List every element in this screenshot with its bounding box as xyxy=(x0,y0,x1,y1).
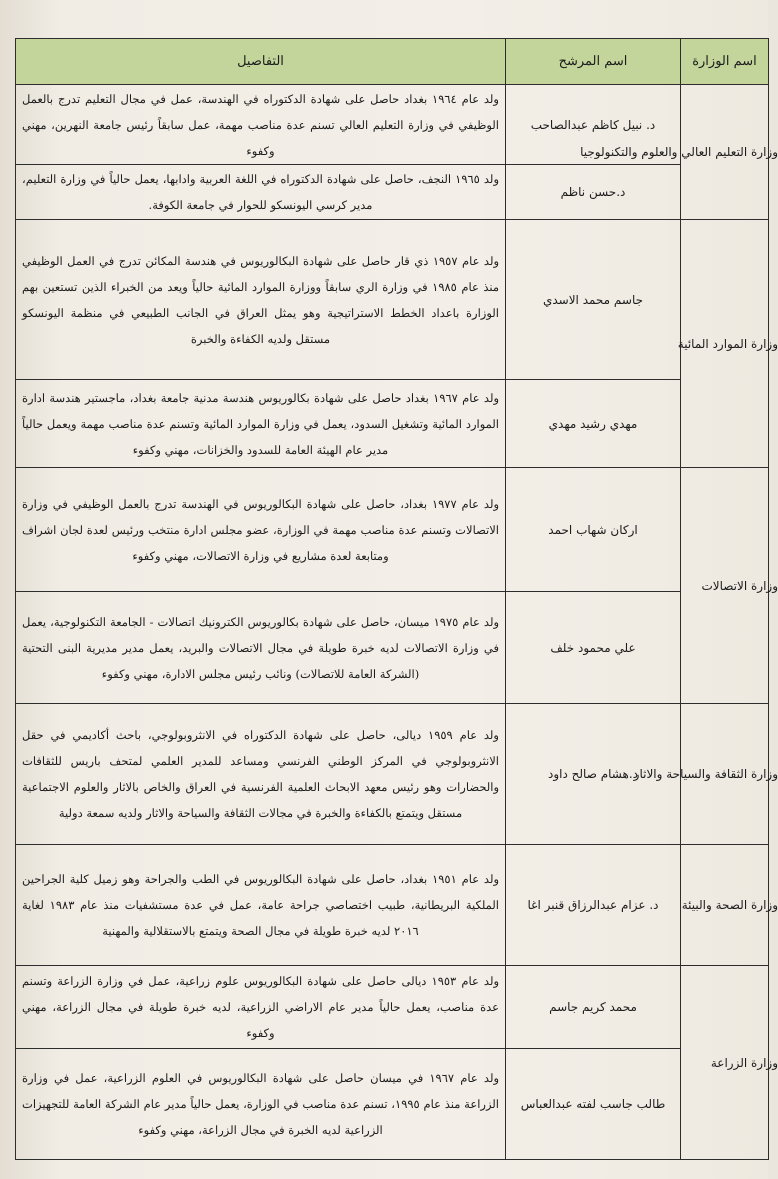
candidate-details: ولد عام ١٩٥٩ ديالى، حاصل على شهادة الدكتوراه في الانثروبولوجي، باحث أكاديمي في حقل الانثروبولوجي في المركز الوطني الفرنسي ومساعد للمدير العلمي لمتحف باريس للثقافات والحضارات وهو رئيس معهد الابحاث العلمية الفرنسية في العراق والخاص بالاثار والعلوم الاجتماعية مستقل ويتمتع بالكفاءة والخبرة في مجالات الثقافة والسياحة والاثار ولديه سمعة دولية xyxy=(16,704,506,845)
candidate-name: جاسم محمد الاسدي xyxy=(506,220,681,380)
header-details: التفاصيل xyxy=(16,39,506,85)
candidate-details: ولد عام ١٩٦٧ في ميسان حاصل على شهادة البكالوريوس في العلوم الزراعية، عمل في وزارة الزراعة منذ عام ١٩٩٥، تسنم عدة مناصب في الوزارة، يعمل حالياً مدير عام الشركة العامة للتجهيزات الزراعية لديه الخبرة في مجال الزراعة، مهني وكفوء xyxy=(16,1049,506,1160)
candidate-name: د. نبيل كاظم عبدالصاحب xyxy=(506,85,681,165)
table-row xyxy=(16,704,769,845)
table-row xyxy=(16,966,769,1049)
candidate-details: ولد عام ١٩٥١ بغداد، حاصل على شهادة البكالوريوس في الطب والجراحة وهو زميل كلية الجراحين الملكية البريطانية، طبيب اختصاصي جراحة عامة، عمل في عدة مستشفيات منذ عام ١٩٨٣ لغاية ٢٠١٦ لديه خبرة طويلة في مجال الصحة ويتمتع بالاستقلالية والمهنية xyxy=(16,845,506,966)
candidate-details: ولد عام ١٩٧٥ ميسان، حاصل على شهادة بكالوريوس الكترونيك اتصالات - الجامعة التكنولوجية، يعمل في وزارة الاتصالات لديه خبرة طويلة في مجال الاتصالات والبريد، يعمل مدير مديرية البنى التحتية (الشركة العامة للاتصالات) ونائب رئيس مجلس الادارة، مهني وكفوء xyxy=(16,592,506,704)
table-row xyxy=(16,220,769,380)
table-row xyxy=(16,85,769,165)
table-row xyxy=(16,845,769,966)
ministry-cell: وزارة الزراعة xyxy=(681,966,769,1160)
candidate-details: ولد ١٩٦٥ النجف، حاصل على شهادة الدكتوراه في اللغة العربية وادابها، يعمل حالياً في وزارة التعليم، مدير كرسي اليونسكو للحوار في جامعة الكوفة. xyxy=(16,165,506,220)
candidate-details: ولد عام ١٩٦٧ بغداد حاصل على شهادة بكالوريوس هندسة مدنية جامعة بغداد، ماجستير هندسة ادارة الموارد المائية وتشغيل السدود، يعمل في وزارة الموارد المائية وتسنم عدة مناصب مهمة ويعمل حالياً مدير عام الهيئة العامة للسدود والخزانات، مهني وكفوء xyxy=(16,380,506,468)
table-row xyxy=(16,380,769,468)
candidate-name: د. عزام عبدالرزاق قنبر اغا xyxy=(506,845,681,966)
candidate-name: محمد كريم جاسم xyxy=(506,966,681,1049)
table-header-row xyxy=(16,39,769,85)
ministry-cell: وزارة الصحة والبيئة xyxy=(681,845,769,966)
candidate-name: مهدي رشيد مهدي xyxy=(506,380,681,468)
candidate-details: ولد عام ١٩٥٧ ذي قار حاصل على شهادة البكالوريوس في هندسة المكائن تدرج في العمل الوظيفي منذ عام ١٩٨٥ في وزارة الري سابقاً ووزارة الموارد المائية حالياً ويعد من الخبراء الذين تستعين بهم الوزارة باعداد الخطط الاستراتيجية وهو يمثل العراق في الجانب الطبيعي في منظمة اليونسكو مستقل ولديه الكفاءة والخبرة xyxy=(16,220,506,380)
ministry-cell: وزارة الاتصالات xyxy=(681,468,769,704)
candidate-name: طالب جاسب لفته عبدالعباس xyxy=(506,1049,681,1160)
candidate-details: ولد عام ١٩٧٧ بغداد، حاصل على شهادة البكالوريوس في الهندسة تدرج بالعمل الوظيفي في وزارة الاتصالات وتسنم عدة مناصب مهمة في الوزارة، عضو مجلس ادارة منتخب ورئيس لعدة لجان اشراف ومتابعة لعدة مشاريع في وزارة الاتصالات، مهني وكفوء xyxy=(16,468,506,592)
table-row xyxy=(16,1049,769,1160)
table-row xyxy=(16,165,769,220)
candidate-name: د.هشام صالح داود xyxy=(506,704,681,845)
ministry-cell: وزارة الثقافة والسياحة والاثار xyxy=(681,704,769,845)
header-candidate: اسم المرشح xyxy=(506,39,681,85)
candidates-table xyxy=(15,38,778,1160)
candidate-details: ولد عام ١٩٦٤ بغداد حاصل على شهادة الدكتوراه في الهندسة، عمل في مجال التعليم تدرج بالعمل الوظيفي في وزارة التعليم العالي تسنم عدة مناصب مهمة، عمل سابقاً رئيس جامعة النهرين، مهني وكفوء xyxy=(16,85,506,165)
ministry-cell: وزارة الموارد المائية xyxy=(681,220,769,468)
table-row xyxy=(16,592,769,704)
table-row xyxy=(16,468,769,592)
header-ministry: اسم الوزارة xyxy=(681,39,769,85)
candidate-name: اركان شهاب احمد xyxy=(506,468,681,592)
ministry-cell: وزارة التعليم العالي والعلوم والتكنولوجيا xyxy=(681,85,769,220)
candidate-name: د.حسن ناظم xyxy=(506,165,681,220)
candidate-details: ولد عام ١٩٥٣ ديالى حاصل على شهادة البكالوريوس علوم زراعية، عمل في وزارة الزراعة وتسنم عدة مناصب، يعمل حالياً مدير عام الاراضي الزراعية، لديه خبرة طويلة في مجال الزراعة، مهني وكفوء xyxy=(16,966,506,1049)
candidate-name: علي محمود خلف xyxy=(506,592,681,704)
